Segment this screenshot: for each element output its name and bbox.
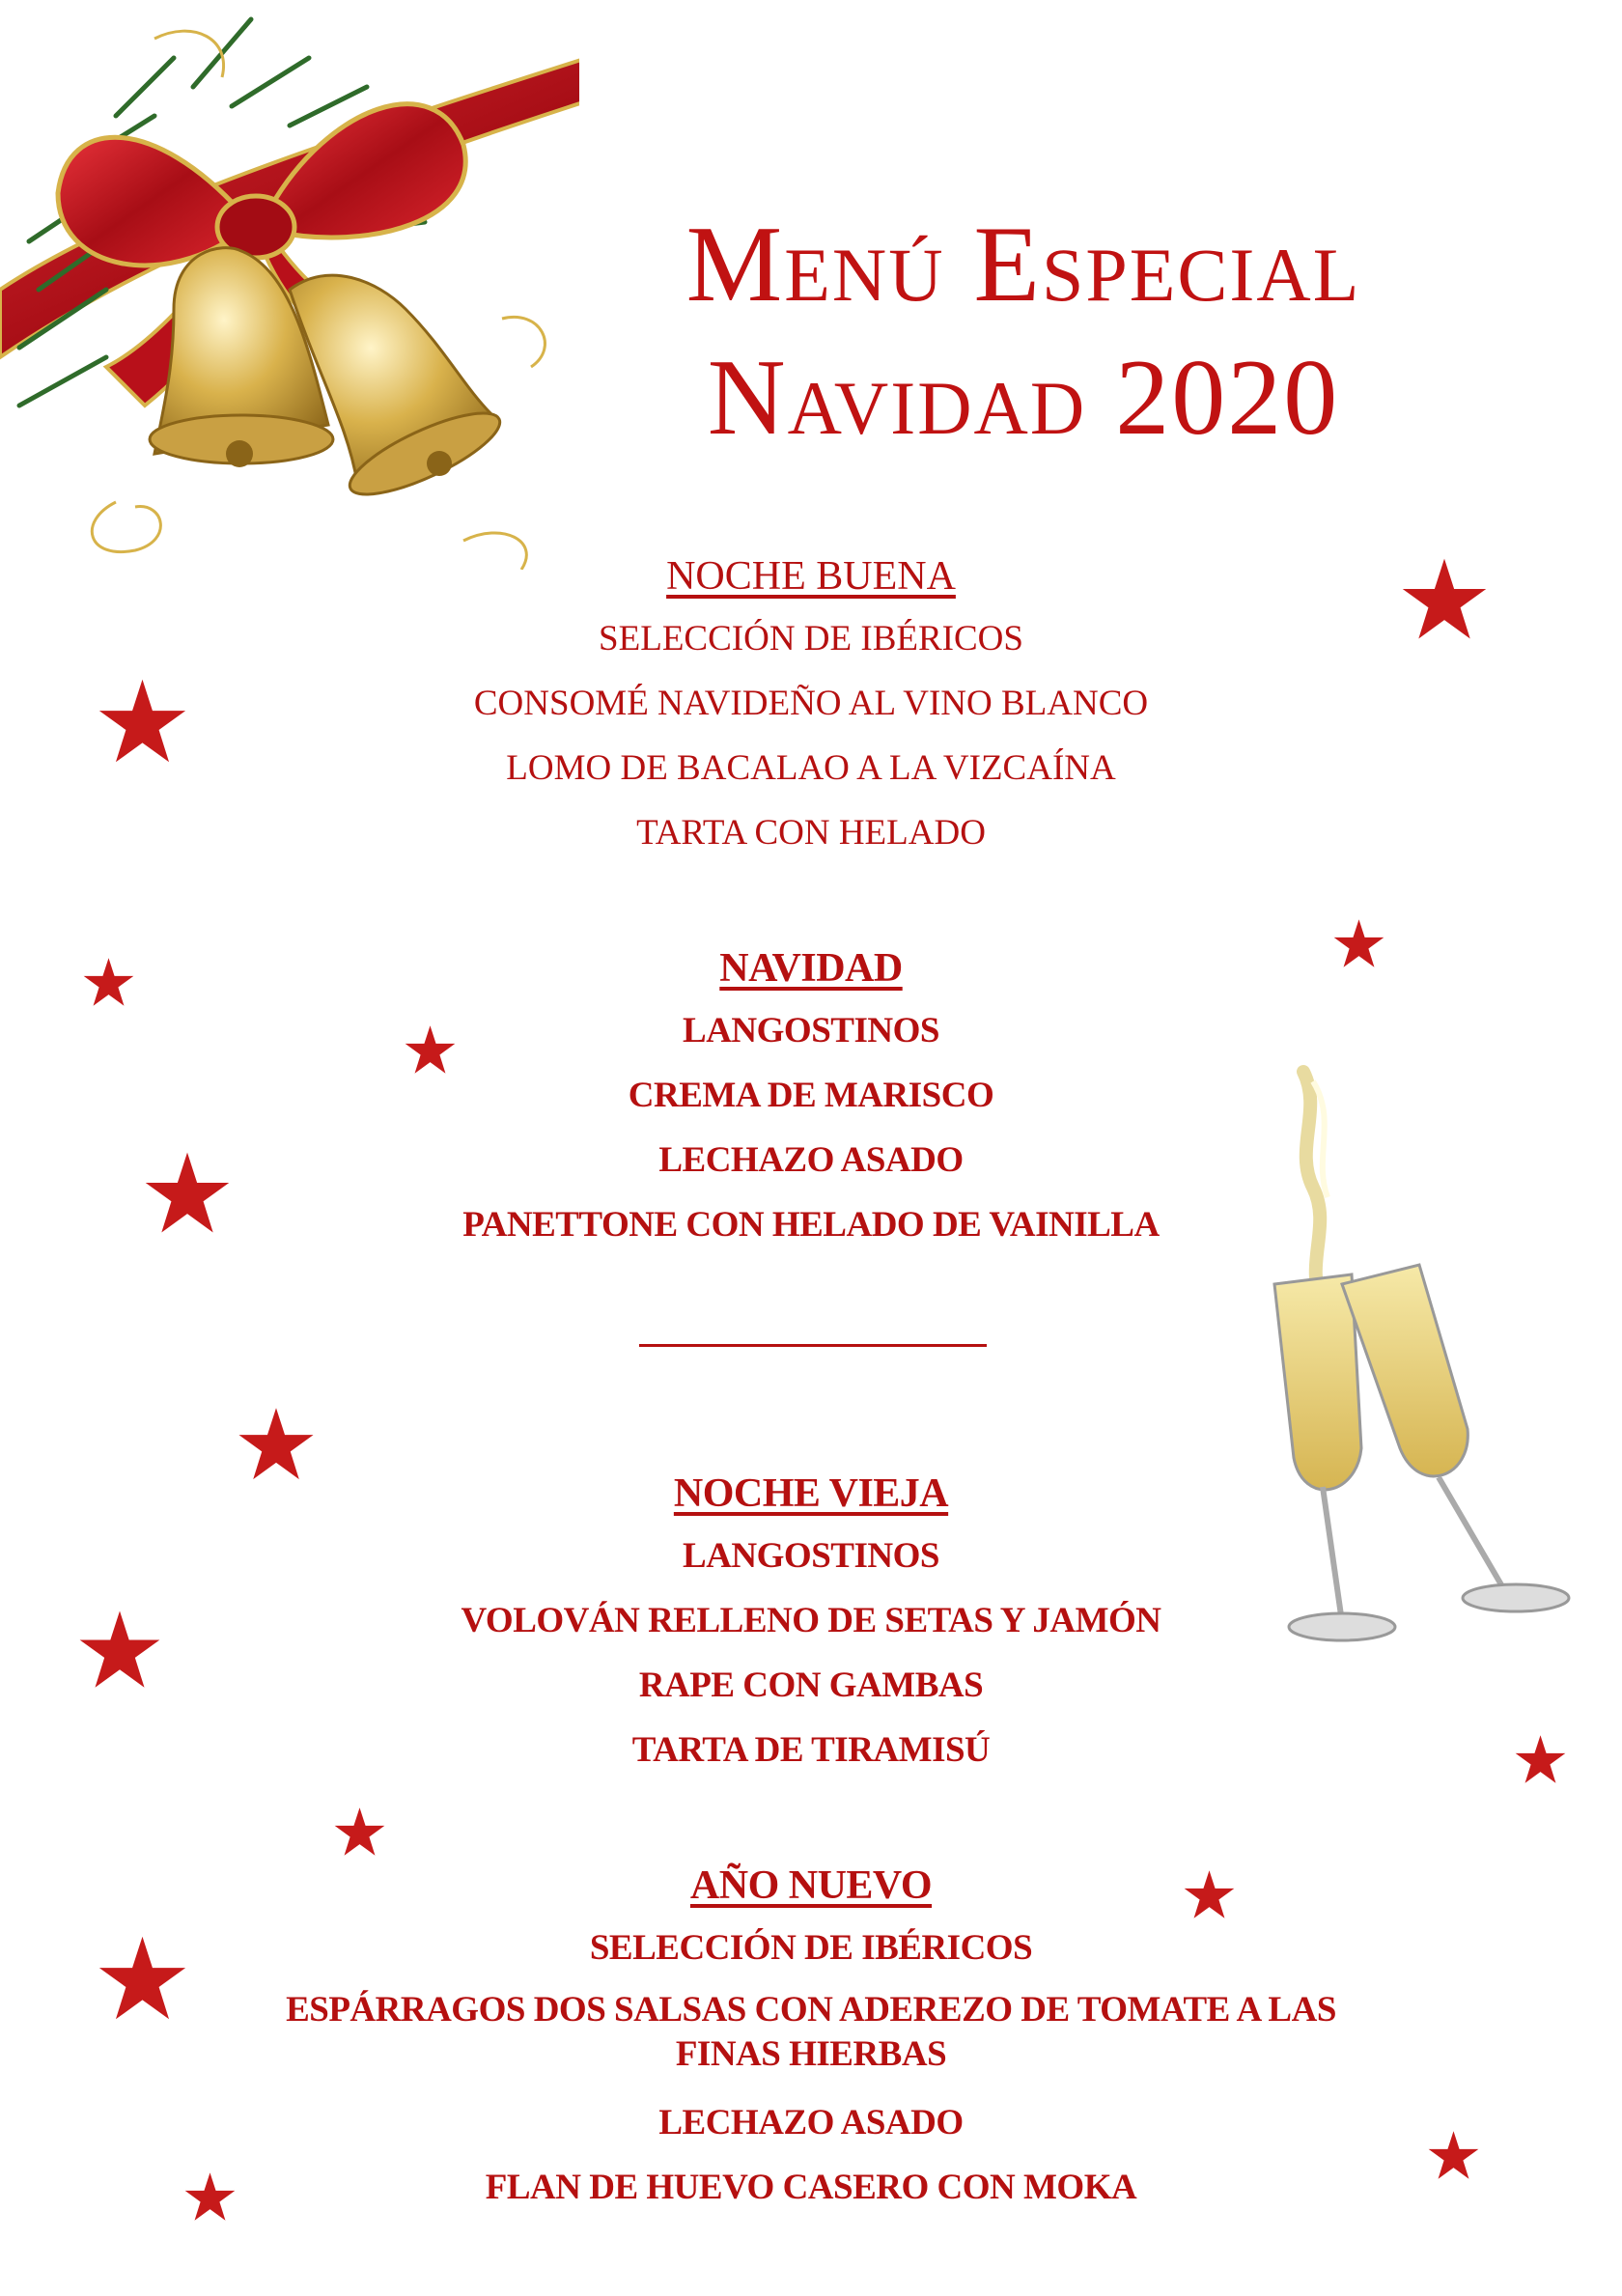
- menu-item: SELECCIÓN DE IBÉRICOS: [589, 1928, 1033, 1968]
- menu-item: LANGOSTINOS: [683, 1536, 939, 1576]
- star-icon: [183, 2170, 237, 2224]
- section-title: AÑO NUEVO: [689, 1863, 933, 1908]
- menu-item: ESPÁRRAGOS DOS SALSAS CON ADEREZO DE TOMATE A LAS FINAS HIERBAS: [286, 1990, 1336, 2074]
- menu-item: LECHAZO ASADO: [658, 2103, 964, 2142]
- menu-item: PANETTONE CON HELADO DE VAINILLA: [462, 1205, 1160, 1245]
- menu-item: LANGOSTINOS: [683, 1011, 939, 1050]
- menu-item: CONSOMÉ NAVIDEÑO AL VINO BLANCO: [473, 684, 1149, 723]
- menu-item: CREMA DE MARISCO: [628, 1076, 994, 1115]
- star-icon: [82, 956, 135, 1009]
- menu-item: LOMO DE BACALAO A LA VIZCAÍNA: [506, 748, 1116, 788]
- star-icon: [1400, 555, 1489, 644]
- page-title: [541, 198, 1506, 464]
- section-navidad: [232, 944, 1390, 1257]
- star-icon: [77, 1608, 162, 1693]
- christmas-bells-decoration: [0, 0, 579, 570]
- menu-item: VOLOVÁN RELLENO DE SETAS Y JAMÓN: [461, 1601, 1161, 1640]
- section-divider: [639, 1344, 987, 1347]
- menu-item: LECHAZO ASADO: [658, 1140, 964, 1180]
- menu-item: TARTA CON HELADO: [636, 813, 986, 853]
- star-icon: [97, 1933, 188, 2025]
- menu-item: TARTA DE TIRAMISÚ: [631, 1730, 991, 1770]
- menu-item: SELECCIÓN DE IBÉRICOS: [599, 619, 1023, 658]
- section-noche-vieja: [232, 1470, 1390, 1782]
- section-title: NOCHE VIEJA: [673, 1471, 949, 1516]
- menu-item: RAPE CON GAMBAS: [638, 1666, 984, 1705]
- star-icon: [1514, 1733, 1567, 1786]
- section-noche-buena: [232, 552, 1390, 865]
- title-line-1: Menú Especial: [685, 205, 1361, 324]
- star-icon: [97, 676, 188, 768]
- section-ano-nuevo: [232, 1862, 1390, 2220]
- title-line-2: Navidad 2020: [707, 338, 1340, 458]
- star-icon: [143, 1149, 232, 1238]
- section-title: NAVIDAD: [719, 946, 903, 991]
- star-icon: [333, 1806, 386, 1859]
- menu-item: FLAN DE HUEVO CASERO CON MOKA: [485, 2168, 1137, 2207]
- section-title: NOCHE BUENA: [666, 554, 956, 599]
- star-icon: [1427, 2129, 1480, 2182]
